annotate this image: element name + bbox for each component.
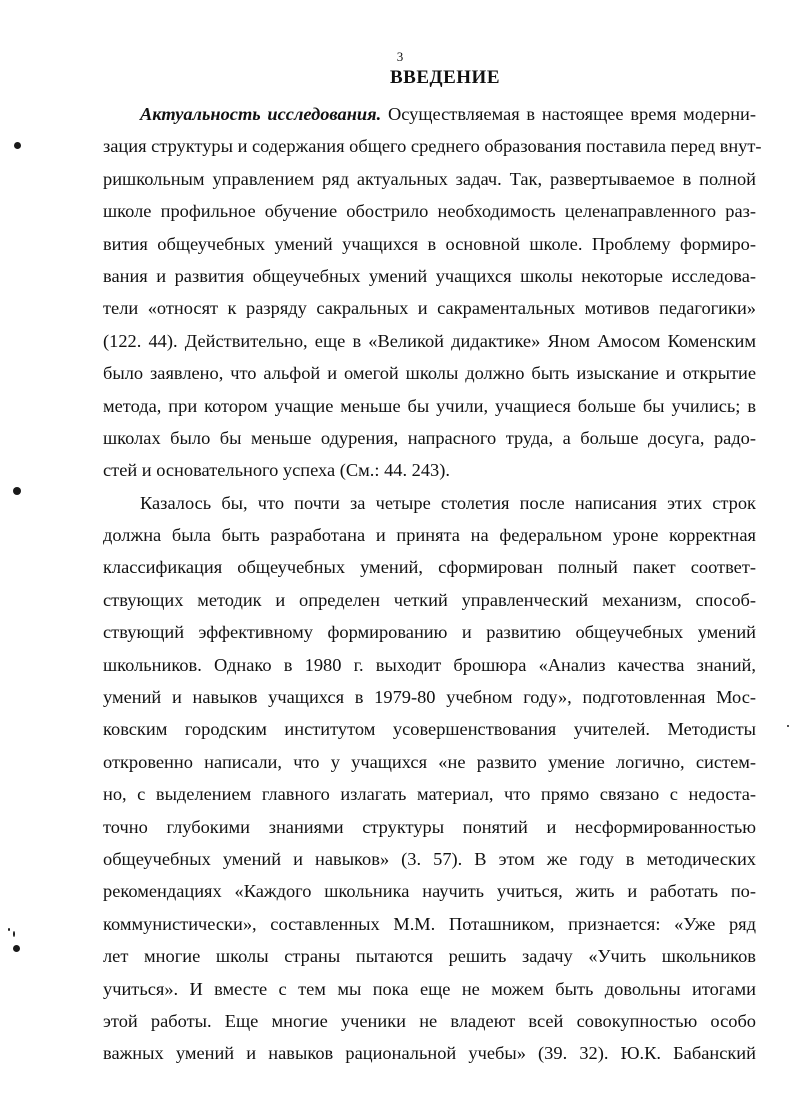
- text-line: стей и основательного успеха (См.: 44. 243).: [103, 460, 450, 481]
- page-title: ВВЕДЕНИЕ: [390, 67, 500, 88]
- text-line: ствующий эффективному формированию и развитию общеучебных умений: [103, 622, 756, 643]
- text-line: вития общеучебных умений учащихся в основной школе. Проблему формиро-: [103, 233, 756, 254]
- text-line: (122. 44). Действительно, еще в «Великой дидактике» Яном Амосом Коменским: [103, 330, 756, 351]
- text-line: Казалось бы, что почти за четыре столетия после написания этих строк: [140, 492, 756, 513]
- text-line: было заявлено, что альфой и омегой школы должно быть изыскание и открытие: [103, 363, 756, 384]
- text-line: школьников. Однако в 1980 г. выходит брошюра «Анализ качества знаний,: [103, 654, 756, 675]
- page-number: 3: [396, 49, 404, 64]
- text-line: метода, при котором учащие меньше бы учили, учащиеся больше бы учились; в: [103, 395, 756, 416]
- text-line: лет многие школы страны пытаются решить задачу «Учить школьников: [103, 946, 756, 967]
- section-lead: Актуальность исследования.: [140, 104, 382, 124]
- text-line: точно глубокими знаниями структуры понятий и несформированностью: [103, 816, 756, 837]
- scan-speck: [8, 928, 10, 931]
- text-line: откровенно написали, что у учащихся «не развито умение логично, систем-: [103, 751, 756, 772]
- binding-hole-mark: [13, 487, 21, 495]
- text-line: важных умений и навыков рациональной учебы» (39. 32). Ю.К. Бабанский: [103, 1043, 756, 1064]
- text-line: этой работы. Еще многие ученики не владеют всей совокупностью особо: [103, 1010, 756, 1031]
- text-line: умений и навыков учащихся в 1979-80 учебном году», подготовленная Мос-: [103, 687, 756, 708]
- binding-hole-mark: [13, 945, 20, 952]
- text-line: общеучебных умений и навыков» (3. 57). В этом же году в методических: [103, 848, 756, 869]
- text-line: учиться». И вместе с тем мы пока еще не можем быть довольны итогами: [103, 978, 756, 999]
- scan-speck: [787, 725, 789, 727]
- text-line: классификация общеучебных умений, сформирован полный пакет соответ-: [103, 557, 756, 578]
- text-line: школах было бы меньше одурения, напрасного труда, а больше досуга, радо-: [103, 427, 756, 448]
- text-line: ришкольным управлением ряд актуальных задач. Так, развертываемое в полной: [103, 168, 756, 189]
- text-line: школе профильное обучение обострило необходимость целенаправленного раз-: [103, 201, 756, 222]
- binding-hole-mark: [14, 142, 21, 149]
- text-line: зация структуры и содержания общего среднего образования поставила перед внут-: [103, 136, 762, 157]
- text-line: Актуальность исследования. Осуществляемая в настоящее время модерни-: [140, 104, 757, 124]
- text-line: но, с выделением главного излагать материал, что прямо связано с недоста-: [103, 784, 756, 805]
- text-line: рекомендациях «Каждого школьника научить учиться, жить и работать по-: [103, 881, 756, 902]
- text-line: ковским городским институтом усовершенствования учителей. Методисты: [103, 719, 756, 740]
- text-line: тели «относят к разряду сакральных и сакраментальных мотивов педагогики»: [103, 298, 756, 319]
- body-text: [103, 98, 762, 1070]
- text-line: коммунистически», составленных М.М. Поташником, признается: «Уже ряд: [103, 913, 756, 934]
- text-line: вания и развития общеучебных умений учащихся школы некоторые исследова-: [103, 265, 756, 286]
- scan-speck: [13, 931, 15, 937]
- text-line: ствующих методик и определен четкий управленческий механизм, способ-: [103, 589, 756, 610]
- text-line: должна была быть разработана и принята на федеральном уроне корректная: [103, 525, 756, 546]
